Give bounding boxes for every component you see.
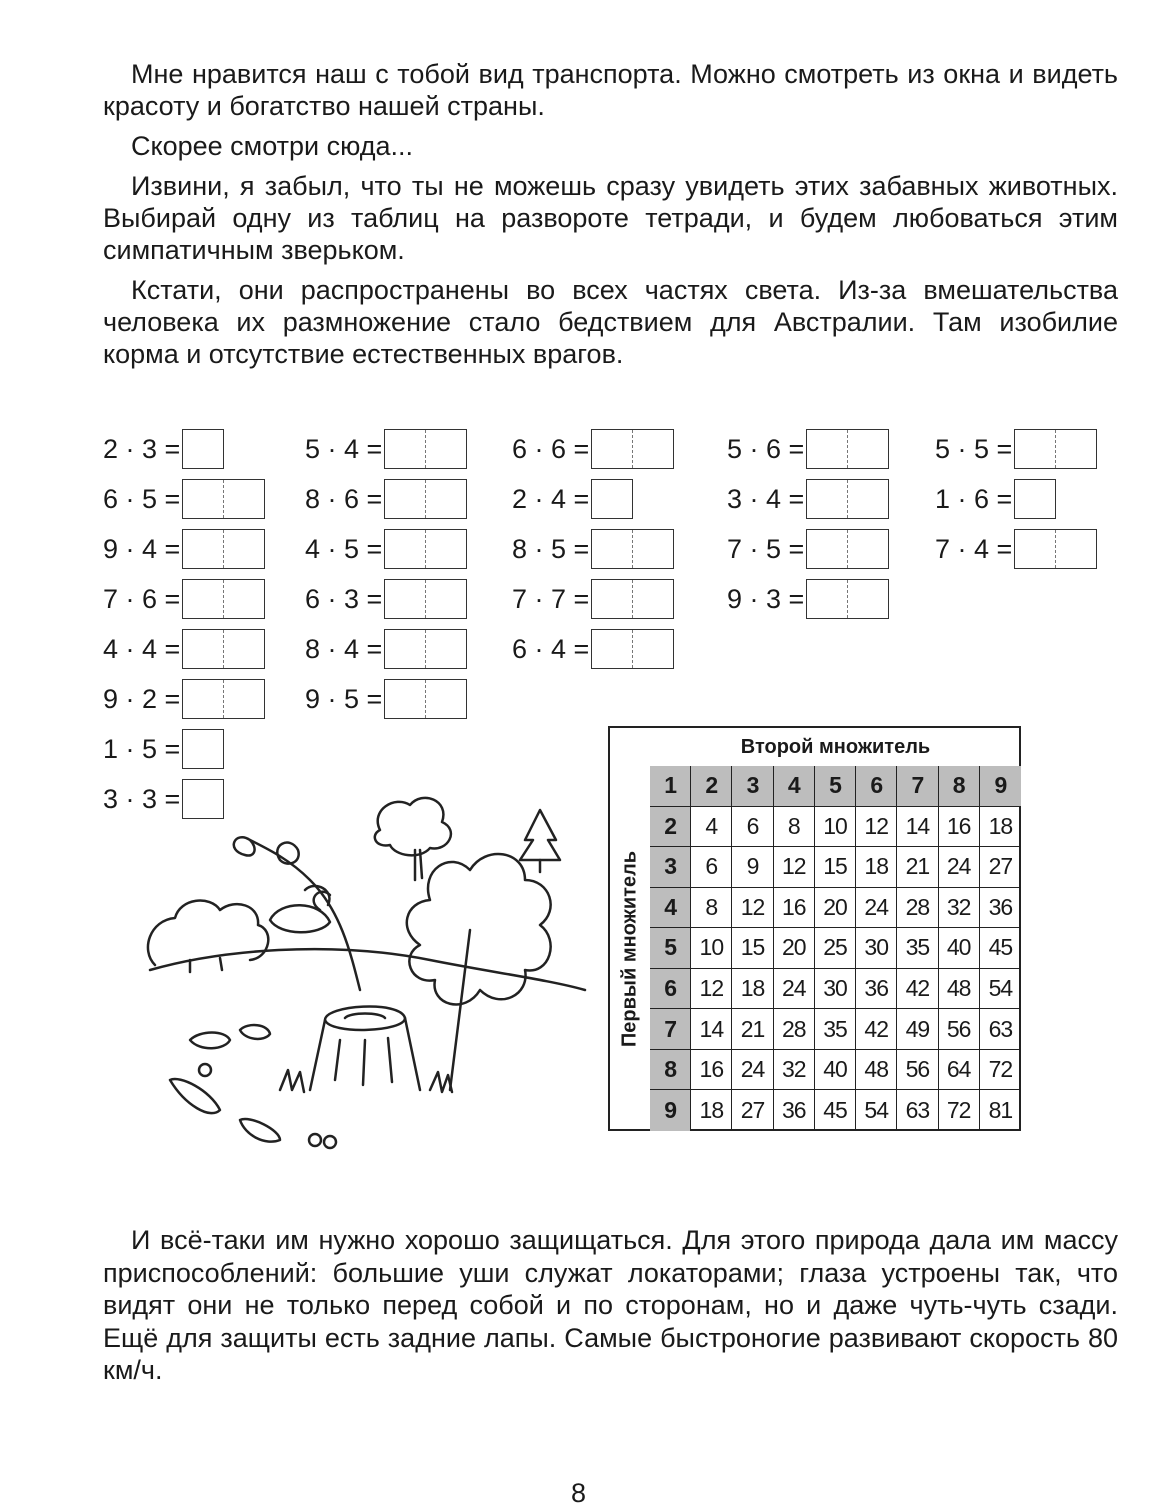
table-cell: 18 xyxy=(856,847,897,888)
table-cell: 14 xyxy=(897,807,938,848)
exercise-1-4 xyxy=(103,576,265,622)
exercise-4-2 xyxy=(727,476,889,522)
answer-digit-cell[interactable] xyxy=(183,480,223,518)
table-cell: 18 xyxy=(691,1090,732,1131)
exercise-3-2 xyxy=(512,476,633,522)
exercise-expression: 8 · 5 = xyxy=(512,533,590,564)
table-header-cell: 8 xyxy=(939,766,980,807)
exercise-3-4 xyxy=(512,576,674,622)
exercise-expression: 1 · 6 = xyxy=(935,483,1013,514)
table-header-second-factor: Второй множитель xyxy=(650,728,1021,768)
answer-box[interactable] xyxy=(384,579,467,619)
intro-paragraph-3: Извини, я забыл, что ты не можешь сразу увидеть этих забавных животных. Выбирай одну из таблиц на развороте тетради, и будем любоваться этим симпатичным зверьком. xyxy=(103,171,1118,265)
intro-paragraph-1: Мне нравится наш с тобой вид транспорта. Можно смотреть из окна и видеть красоту и богатство нашей страны. xyxy=(103,59,1118,121)
table-cell: 12 xyxy=(856,807,897,848)
answer-digit-cell[interactable] xyxy=(183,730,223,768)
answer-box[interactable] xyxy=(591,579,674,619)
answer-digit-cell[interactable] xyxy=(807,530,847,568)
exercise-1-3 xyxy=(103,526,265,572)
table-cell: 21 xyxy=(897,847,938,888)
exercise-1-7 xyxy=(103,726,224,772)
table-header-cell: 5 xyxy=(650,928,691,969)
table-cell: 63 xyxy=(897,1090,938,1131)
answer-digit-cell[interactable] xyxy=(183,430,223,468)
table-cell: 8 xyxy=(691,888,732,929)
answer-digit-cell[interactable] xyxy=(223,480,264,518)
answer-digit-cell[interactable] xyxy=(385,630,425,668)
table-cell: 24 xyxy=(774,969,815,1010)
table-cell: 36 xyxy=(980,888,1021,929)
table-cell: 28 xyxy=(774,1009,815,1050)
answer-digit-cell[interactable] xyxy=(592,480,632,518)
table-cell: 27 xyxy=(732,1090,773,1131)
table-cell: 6 xyxy=(691,847,732,888)
table-cell: 45 xyxy=(980,928,1021,969)
exercise-expression: 3 · 4 = xyxy=(727,483,805,514)
exercise-expression: 9 · 4 = xyxy=(103,533,181,564)
exercise-1-2 xyxy=(103,476,265,522)
answer-digit-cell[interactable] xyxy=(183,630,223,668)
answer-digit-cell[interactable] xyxy=(385,530,425,568)
answer-box[interactable] xyxy=(591,429,674,469)
table-cell: 30 xyxy=(856,928,897,969)
exercise-expression: 5 · 5 = xyxy=(935,433,1013,464)
outro-text xyxy=(103,1224,1118,1387)
answer-digit-cell[interactable] xyxy=(592,430,632,468)
table-cell: 6 xyxy=(732,807,773,848)
table-header-cell: 9 xyxy=(980,766,1021,807)
exercise-expression: 5 · 6 = xyxy=(727,433,805,464)
exercise-expression: 9 · 2 = xyxy=(103,683,181,714)
answer-digit-cell[interactable] xyxy=(632,580,673,618)
exercise-1-1 xyxy=(103,426,224,472)
answer-digit-cell[interactable] xyxy=(847,530,888,568)
table-header-cell: 3 xyxy=(650,847,691,888)
exercise-expression: 6 · 5 = xyxy=(103,483,181,514)
answer-box[interactable] xyxy=(384,479,467,519)
table-cell: 56 xyxy=(939,1009,980,1050)
table-cell: 54 xyxy=(856,1090,897,1131)
table-header-cell: 6 xyxy=(650,969,691,1010)
answer-digit-cell[interactable] xyxy=(847,580,888,618)
table-header-cell: 3 xyxy=(732,766,773,807)
answer-box[interactable] xyxy=(384,679,467,719)
exercise-3-5 xyxy=(512,626,674,672)
table-cell: 35 xyxy=(815,1009,856,1050)
table-cell: 24 xyxy=(856,888,897,929)
answer-box[interactable] xyxy=(182,729,224,769)
exercise-expression: 1 · 5 = xyxy=(103,733,181,764)
answer-box[interactable] xyxy=(1014,529,1097,569)
answer-digit-cell[interactable] xyxy=(223,530,264,568)
answer-box[interactable] xyxy=(806,479,889,519)
answer-digit-cell[interactable] xyxy=(1055,530,1096,568)
table-cell: 12 xyxy=(691,969,732,1010)
answer-digit-cell[interactable] xyxy=(425,530,466,568)
answer-box[interactable] xyxy=(591,629,674,669)
answer-digit-cell[interactable] xyxy=(1015,430,1055,468)
exercise-expression: 7 · 4 = xyxy=(935,533,1013,564)
answer-box[interactable] xyxy=(591,529,674,569)
answer-digit-cell[interactable] xyxy=(592,580,632,618)
exercise-5-2 xyxy=(935,476,1056,522)
exercise-2-3 xyxy=(305,526,467,572)
answer-digit-cell[interactable] xyxy=(385,430,425,468)
exercise-expression: 2 · 4 = xyxy=(512,483,590,514)
exercise-2-1 xyxy=(305,426,467,472)
answer-digit-cell[interactable] xyxy=(807,580,847,618)
table-header-cell: 8 xyxy=(650,1050,691,1091)
answer-box[interactable] xyxy=(806,429,889,469)
exercise-4-4 xyxy=(727,576,889,622)
table-cell: 9 xyxy=(732,847,773,888)
table-cell: 10 xyxy=(691,928,732,969)
table-header-cell: 7 xyxy=(897,766,938,807)
answer-box[interactable] xyxy=(591,479,633,519)
answer-digit-cell[interactable] xyxy=(592,530,632,568)
exercise-1-5 xyxy=(103,626,265,672)
table-cell: 72 xyxy=(939,1090,980,1131)
table-header-cell: 4 xyxy=(650,888,691,929)
answer-digit-cell[interactable] xyxy=(183,530,223,568)
outro-paragraph: И всё-таки им нужно хорошо защищаться. Для этого природа дала им массу приспособлений: большие уши служат локаторами; глаза устроены так, что видят они не только перед собой и по сторонам, но и даже чуть-чуть сзади. Ещё для защиты есть задние лапы. Самые быстроногие развивают скорость 80 км/ч. xyxy=(103,1225,1118,1385)
answer-digit-cell[interactable] xyxy=(807,430,847,468)
multiplication-table xyxy=(608,726,1021,1131)
exercise-expression: 7 · 7 = xyxy=(512,583,590,614)
table-cell: 10 xyxy=(815,807,856,848)
exercise-expression: 6 · 3 = xyxy=(305,583,383,614)
table-cell: 72 xyxy=(980,1050,1021,1091)
table-cell: 56 xyxy=(897,1050,938,1091)
table-cell: 27 xyxy=(980,847,1021,888)
table-cell: 20 xyxy=(815,888,856,929)
answer-box[interactable] xyxy=(384,429,467,469)
answer-digit-cell[interactable] xyxy=(223,630,264,668)
exercise-3-3 xyxy=(512,526,674,572)
answer-box[interactable] xyxy=(384,529,467,569)
exercise-3-1 xyxy=(512,426,674,472)
exercise-1-6 xyxy=(103,676,265,722)
exercise-2-6 xyxy=(305,676,467,722)
table-side-first-factor xyxy=(610,766,652,1131)
table-cell: 4 xyxy=(691,807,732,848)
table-cell: 36 xyxy=(774,1090,815,1131)
answer-digit-cell[interactable] xyxy=(1055,430,1096,468)
answer-digit-cell[interactable] xyxy=(183,680,223,718)
answer-box[interactable] xyxy=(1014,429,1097,469)
table-header-cell: 9 xyxy=(650,1090,691,1131)
answer-digit-cell[interactable] xyxy=(425,680,466,718)
table-header-cell: 7 xyxy=(650,1009,691,1050)
table-cell: 16 xyxy=(774,888,815,929)
table-side-label: Первый множитель xyxy=(618,850,641,1047)
exercise-expression: 2 · 3 = xyxy=(103,433,181,464)
table-cell: 8 xyxy=(774,807,815,848)
answer-box[interactable] xyxy=(182,679,265,719)
exercise-4-3 xyxy=(727,526,889,572)
answer-digit-cell[interactable] xyxy=(1015,530,1055,568)
table-cell: 21 xyxy=(732,1009,773,1050)
table-cell: 24 xyxy=(939,847,980,888)
table-cell: 48 xyxy=(856,1050,897,1091)
answer-digit-cell[interactable] xyxy=(223,580,264,618)
table-cell: 20 xyxy=(774,928,815,969)
table-grid xyxy=(650,766,1021,1131)
exercise-5-1 xyxy=(935,426,1097,472)
exercise-2-5 xyxy=(305,626,467,672)
exercise-expression: 3 · 3 = xyxy=(103,783,181,814)
answer-digit-cell[interactable] xyxy=(385,580,425,618)
exercise-expression: 8 · 4 = xyxy=(305,633,383,664)
table-cell: 42 xyxy=(856,1009,897,1050)
answer-digit-cell[interactable] xyxy=(425,630,466,668)
answer-digit-cell[interactable] xyxy=(385,680,425,718)
answer-digit-cell[interactable] xyxy=(632,530,673,568)
answer-box[interactable] xyxy=(1014,479,1056,519)
table-cell: 18 xyxy=(732,969,773,1010)
table-cell: 81 xyxy=(988,1097,1013,1124)
answer-box[interactable] xyxy=(182,479,265,519)
table-cell: 16 xyxy=(939,807,980,848)
table-cell: 45 xyxy=(815,1090,856,1131)
table-cell: 40 xyxy=(939,928,980,969)
table-cell: 16 xyxy=(691,1050,732,1091)
table-cell: 64 xyxy=(939,1050,980,1091)
exercise-expression: 9 · 5 = xyxy=(305,683,383,714)
table-header-cell: 1 xyxy=(650,766,691,807)
exercise-expression: 6 · 4 = xyxy=(512,633,590,664)
table-header-cell: 4 xyxy=(774,766,815,807)
answer-digit-cell[interactable] xyxy=(425,430,466,468)
answer-digit-cell[interactable] xyxy=(592,630,632,668)
answer-digit-cell[interactable] xyxy=(385,480,425,518)
exercise-5-3 xyxy=(935,526,1097,572)
answer-digit-cell[interactable] xyxy=(1015,480,1055,518)
answer-box[interactable] xyxy=(384,629,467,669)
table-cell: 48 xyxy=(939,969,980,1010)
table-cell: 32 xyxy=(939,888,980,929)
table-cell: 35 xyxy=(897,928,938,969)
table-cell: 49 xyxy=(897,1009,938,1050)
answer-digit-cell[interactable] xyxy=(807,480,847,518)
table-cell: 63 xyxy=(980,1009,1021,1050)
table-cell: 28 xyxy=(897,888,938,929)
table-cell: 30 xyxy=(815,969,856,1010)
answer-digit-cell[interactable] xyxy=(847,430,888,468)
answer-box[interactable] xyxy=(182,629,265,669)
table-cell: 12 xyxy=(732,888,773,929)
table-cell: 32 xyxy=(774,1050,815,1091)
exercise-4-1 xyxy=(727,426,889,472)
answer-box[interactable] xyxy=(806,579,889,619)
exercise-expression: 4 · 5 = xyxy=(305,533,383,564)
table-cell: 54 xyxy=(980,969,1021,1010)
intro-paragraph-2: Скорее смотри сюда... xyxy=(131,131,414,161)
answer-digit-cell[interactable] xyxy=(632,630,673,668)
page-number: 8 xyxy=(570,1478,587,1508)
answer-digit-cell[interactable] xyxy=(183,580,223,618)
answer-box[interactable] xyxy=(806,529,889,569)
answer-digit-cell[interactable] xyxy=(425,480,466,518)
forest-illustration xyxy=(130,790,590,1160)
table-cell: 40 xyxy=(815,1050,856,1091)
table-cell: 12 xyxy=(774,847,815,888)
answer-digit-cell[interactable] xyxy=(632,430,673,468)
table-cell: 14 xyxy=(691,1009,732,1050)
table-cell: 42 xyxy=(897,969,938,1010)
exercise-expression: 7 · 6 = xyxy=(103,583,181,614)
exercise-expression: 7 · 5 = xyxy=(727,533,805,564)
table-cell: 36 xyxy=(856,969,897,1010)
answer-digit-cell[interactable] xyxy=(425,580,466,618)
table-cell: 15 xyxy=(732,928,773,969)
table-cell: 18 xyxy=(980,807,1021,848)
exercise-2-4 xyxy=(305,576,467,622)
table-header-cell: 5 xyxy=(815,766,856,807)
answer-box[interactable] xyxy=(182,529,265,569)
table-cell: 24 xyxy=(732,1050,773,1091)
answer-digit-cell[interactable] xyxy=(223,680,264,718)
intro-paragraph-4: Кстати, они распространены во всех частях света. Из-за вмешательства человека их размножение стало бедствием для Австралии. Там изобилие корма и отсутствие естественных врагов. xyxy=(103,275,1118,369)
answer-box[interactable] xyxy=(182,579,265,619)
exercise-expression: 9 · 3 = xyxy=(727,583,805,614)
exercise-expression: 5 · 4 = xyxy=(305,433,383,464)
exercise-expression: 6 · 6 = xyxy=(512,433,590,464)
answer-digit-cell[interactable] xyxy=(847,480,888,518)
table-header-cell: 2 xyxy=(650,807,691,848)
table-cell: 25 xyxy=(815,928,856,969)
exercise-expression: 8 · 6 = xyxy=(305,483,383,514)
answer-box[interactable] xyxy=(182,429,224,469)
intro-text xyxy=(103,58,1118,370)
table-cell: 15 xyxy=(815,847,856,888)
exercise-expression: 4 · 4 = xyxy=(103,633,181,664)
exercise-2-2 xyxy=(305,476,467,522)
table-header-cell: 6 xyxy=(856,766,897,807)
table-header-cell: 2 xyxy=(691,766,732,807)
